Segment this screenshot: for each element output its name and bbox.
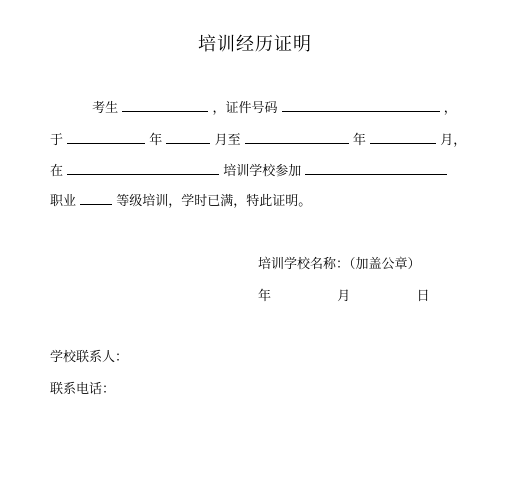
label-year-1: 年 xyxy=(149,133,163,148)
label-job: 职业 xyxy=(50,194,77,209)
label-month-end: 月， xyxy=(440,133,467,148)
school-name-seal: 培训学校名称：（加盖公章） xyxy=(258,257,421,272)
blank-training-item[interactable] xyxy=(305,159,447,175)
blank-school-name[interactable] xyxy=(67,159,219,175)
label-id-number: ，证件号码 xyxy=(212,101,278,116)
blank-start-month[interactable] xyxy=(166,128,210,144)
punct-comma: ， xyxy=(443,101,457,116)
label-rest: 等级培训，学时已满，特此证明。 xyxy=(116,194,312,209)
blank-id-number[interactable] xyxy=(282,96,440,112)
label-year-2: 年 xyxy=(352,133,366,148)
blank-end-year[interactable] xyxy=(245,128,349,144)
signature-date xyxy=(258,285,430,304)
blank-start-year[interactable] xyxy=(67,128,145,144)
label-at: 在 xyxy=(50,164,64,179)
document-title: 培训经历证明 xyxy=(198,34,312,55)
label-sig-month: 月 xyxy=(337,289,351,304)
contact-person-label: 学校联系人： xyxy=(50,350,129,365)
blank-candidate-name[interactable] xyxy=(122,96,208,112)
line-occupation xyxy=(50,189,311,209)
contact-phone-label: 联系电话： xyxy=(50,382,116,397)
label-school-join: 培训学校参加 xyxy=(223,164,302,179)
blank-level[interactable] xyxy=(80,189,112,205)
label-sig-year: 年 xyxy=(258,289,272,304)
line-dates xyxy=(50,128,466,148)
label-month-to: 月至 xyxy=(214,133,241,148)
label-from: 于 xyxy=(50,133,64,148)
line-candidate xyxy=(50,96,457,116)
label-candidate: 考生 xyxy=(92,101,119,116)
blank-end-month[interactable] xyxy=(370,128,436,144)
line-school xyxy=(50,159,447,179)
label-sig-day: 日 xyxy=(416,289,430,304)
